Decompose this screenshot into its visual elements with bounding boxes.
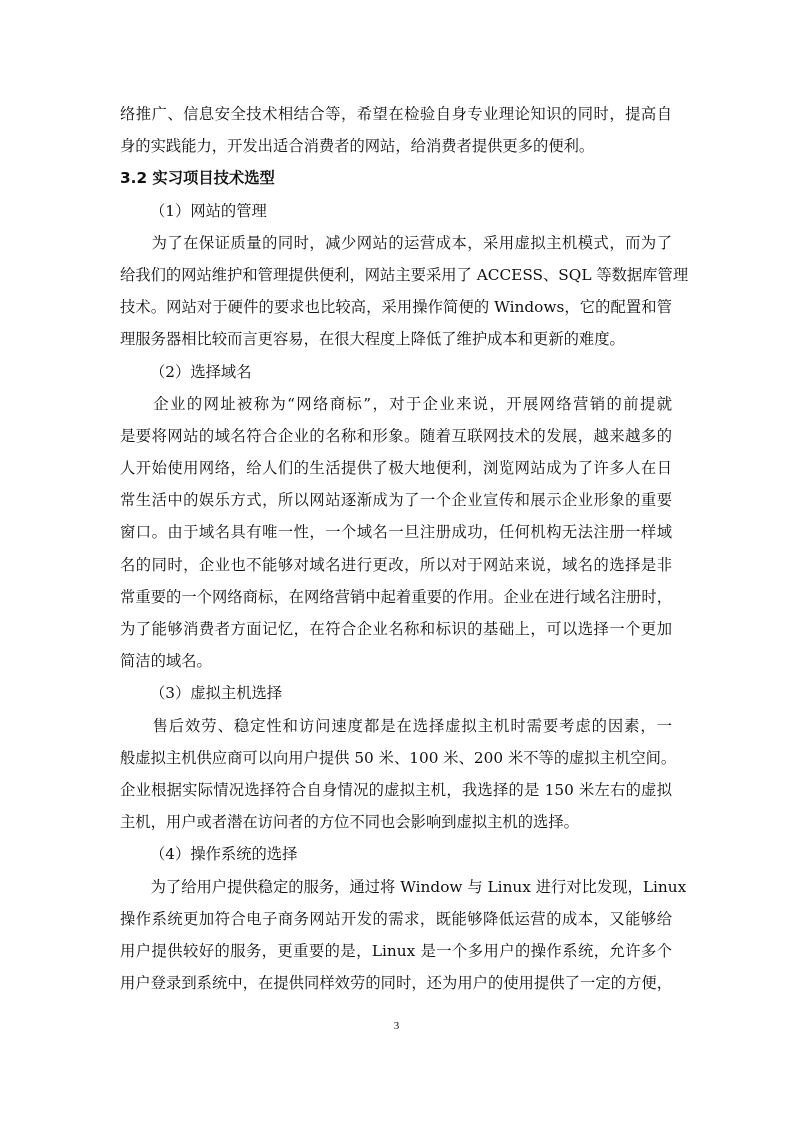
page-number: 3 xyxy=(393,1020,400,1032)
body-line: 常生活中的娱乐方式，所以网站逐渐成为了一个企业宣传和展示企业形象的重要 xyxy=(120,491,672,510)
body-line: 技术。网站对于硬件的要求也比较高，采用操作简便的 Windows，它的配置和管 xyxy=(120,298,672,317)
body-line: 窗口。由于域名具有唯一性，一个域名一旦注册成功，任何机构无法注册一样域 xyxy=(120,523,672,542)
body-line: 身的实践能力，开发出适合消费者的网站，给消费者提供更多的便利。 xyxy=(120,137,595,156)
body-line: 般虚拟主机供应商可以向用户提供 50 米、100 米、200 米不等的虚拟主机空间。 xyxy=(120,748,677,767)
body-line: 用户登录到系统中，在提供同样效劳的同时，还为用户的使用提供了一定的方便， xyxy=(120,974,672,993)
page-body xyxy=(120,98,689,999)
body-line: 企业的网址被称为“网络商标”，对于企业来说，开展网络营销的前提就 xyxy=(120,394,672,413)
section-heading: 3.2 实习项目技术选型 xyxy=(120,169,275,188)
body-line: 名的同时，企业也不能够对域名进行更改，所以对于网站来说，域名的选择是非 xyxy=(120,555,672,574)
body-line: 理服务器相比较而言更容易，在很大程度上降低了维护成本和更新的难度。 xyxy=(120,330,625,349)
subsection-title: （3）虚拟主机选择 xyxy=(150,684,283,703)
body-line: 用户提供较好的服务，更重要的是，Linux 是一个多用户的操作系统，允许多个 xyxy=(120,941,672,960)
body-line: 简洁的域名。 xyxy=(120,652,212,671)
body-line: 为了能够消费者方面记忆，在符合企业名称和标识的基础上，可以选择一个更加 xyxy=(120,620,672,638)
body-line: 售后效劳、稳定性和访问速度都是在选择虚拟主机时需要考虑的因素，一 xyxy=(120,716,672,735)
body-line: 是要将网站的域名符合企业的名称和形象。随着互联网技术的发展，越来越多的 xyxy=(120,426,672,445)
body-line: 给我们的网站维护和管理提供便利，网站主要采用了 ACCESS、SQL 等数据库管理 xyxy=(120,265,689,284)
body-line: 人开始使用网络，给人们的生活提供了极大地便利，浏览网站成为了许多人在日 xyxy=(120,459,672,478)
subsection-title: （4）操作系统的选择 xyxy=(150,845,298,864)
body-line: 操作系统更加符合电子商务网站开发的需求，既能够降低运营的成本，又能够给 xyxy=(120,909,672,928)
subsection-title: （2）选择域名 xyxy=(150,362,252,381)
body-line: 企业根据实际情况选择符合自身情况的虚拟主机，我选择的是 150 米左右的虚拟 xyxy=(120,780,672,799)
subsection-title: （1）网站的管理 xyxy=(150,201,267,220)
body-line: 主机，用户或者潜在访问者的方位不同也会影响到虚拟主机的选择。 xyxy=(120,813,579,832)
body-line: 络推广、信息安全技术相结合等，希望在检验自身专业理论知识的同时，提高自 xyxy=(120,105,672,123)
body-line: 常重要的一个网络商标，在网络营销中起着重要的作用。企业在进行域名注册时， xyxy=(120,587,672,606)
body-line: 为了在保证质量的同时，减少网站的运营成本，采用虚拟主机模式，而为了 xyxy=(120,233,672,252)
body-line: 为了给用户提供稳定的服务，通过将 Window 与 Linux 进行对比发现，Linux xyxy=(120,877,687,896)
